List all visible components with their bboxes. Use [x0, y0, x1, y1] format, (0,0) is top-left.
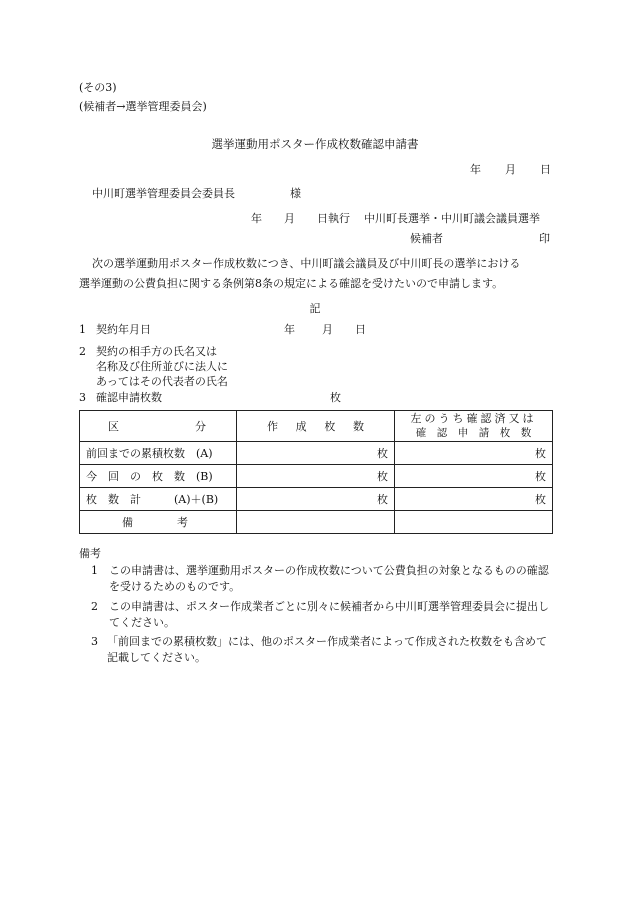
item-1-month-label: 月	[322, 323, 333, 336]
ki-heading: 記	[309, 302, 321, 315]
election-day-exec: 日執行	[317, 212, 350, 225]
row-label-total: 枚 数 計 (A)＋(B)	[80, 488, 237, 511]
election-month-label: 月	[284, 212, 295, 225]
item-2-line-2: 名称及び住所並びに法人に	[96, 360, 228, 373]
body-text-line-2: 選挙運動の公費負担に関する条例第8条の規定による確認を受けたいので申請します。	[79, 277, 504, 290]
remarks-char-b: 考	[177, 515, 188, 529]
note-2-number: 2	[91, 600, 98, 613]
row-unit-created: 枚	[237, 488, 395, 511]
note-2-text: この申請書は、ポスター作成業者ごとに別々に候補者から中川町選挙管理委員会に提出してください。	[109, 600, 549, 629]
count-table	[79, 410, 553, 534]
election-year-label: 年	[251, 212, 262, 225]
row-unit-confirmed: 枚	[395, 488, 553, 511]
note-3-number: 3	[91, 635, 98, 648]
date-day-label: 日	[540, 163, 551, 176]
item-1-year-label: 年	[284, 323, 295, 336]
header-confirmed-line-2: 確 認 申 請 枚 数	[415, 427, 532, 439]
row-unit-created: 枚	[237, 442, 395, 465]
item-2-number: 2	[79, 345, 86, 358]
row-unit-created: 枚	[237, 465, 395, 488]
remarks-label	[80, 511, 237, 534]
header-category-b: 分	[195, 419, 206, 433]
form-route: (候補者→選挙管理委員会)	[79, 100, 207, 113]
item-1-day-label: 日	[355, 323, 366, 336]
note-3-text: 「前回までの累積枚数」には、他のポスター作成業者によって作成された枚数をも含めて記載してください。	[107, 635, 547, 664]
header-created-char-4: 数	[352, 419, 364, 433]
remarks-char-a: 備	[122, 515, 133, 529]
row-label-current: 今 回 の 枚 数 (B)	[80, 465, 237, 488]
header-confirmed-line-1: 左のうち確認済又は	[410, 412, 537, 425]
header-created-char-2: 成	[295, 419, 307, 433]
seal-mark: 印	[539, 232, 550, 245]
date-month-label: 月	[505, 163, 516, 176]
row-unit-confirmed: 枚	[395, 442, 553, 465]
table-remarks-row	[80, 511, 553, 534]
item-2-line-1: 契約の相手方の氏名又は	[96, 345, 217, 358]
note-1-number: 1	[91, 564, 98, 577]
note-1-text: この申請書は、選挙運動用ポスターの作成枚数について公費負担の対象となるものの確認を受けるためのものです。	[109, 564, 549, 593]
header-created-char-1: 作	[267, 419, 278, 433]
header-created-count	[237, 411, 395, 442]
candidate-label: 候補者	[410, 232, 443, 245]
item-2-line-3: あってはその代表者の氏名	[96, 375, 228, 388]
header-category	[80, 411, 237, 442]
addressee-honorific: 様	[290, 187, 301, 200]
table-row	[80, 465, 553, 488]
election-name: 中川町長選挙・中川町議会議員選挙	[364, 212, 540, 225]
item-3-unit: 枚	[330, 391, 341, 404]
remarks-cell-confirmed	[395, 511, 553, 534]
item-1-label: 契約年月日	[96, 323, 151, 336]
header-created-char-3: 枚	[324, 419, 336, 433]
remarks-cell-created	[237, 511, 395, 534]
item-1-number: 1	[79, 323, 86, 336]
header-category-a: 区	[108, 419, 119, 433]
header-confirmed-count	[395, 411, 553, 442]
row-unit-confirmed: 枚	[395, 465, 553, 488]
item-3-number: 3	[79, 391, 86, 404]
date-year-label: 年	[470, 163, 481, 176]
item-3-label: 確認申請枚数	[96, 391, 162, 404]
row-label-previous: 前回までの累積枚数 (A)	[80, 442, 237, 465]
table-row	[80, 442, 553, 465]
form-number: (その3)	[79, 81, 117, 94]
table-header-row	[80, 411, 553, 442]
body-text-line-1: 次の選挙運動用ポスター作成枚数につき、中川町議会議員及び中川町長の選挙における	[92, 257, 521, 270]
table-row	[80, 488, 553, 511]
addressee-name: 中川町選挙管理委員会委員長	[92, 187, 235, 200]
notes-title: 備考	[79, 547, 101, 560]
page-title: 選挙運動用ポスター作成枚数確認申請書	[211, 137, 419, 151]
